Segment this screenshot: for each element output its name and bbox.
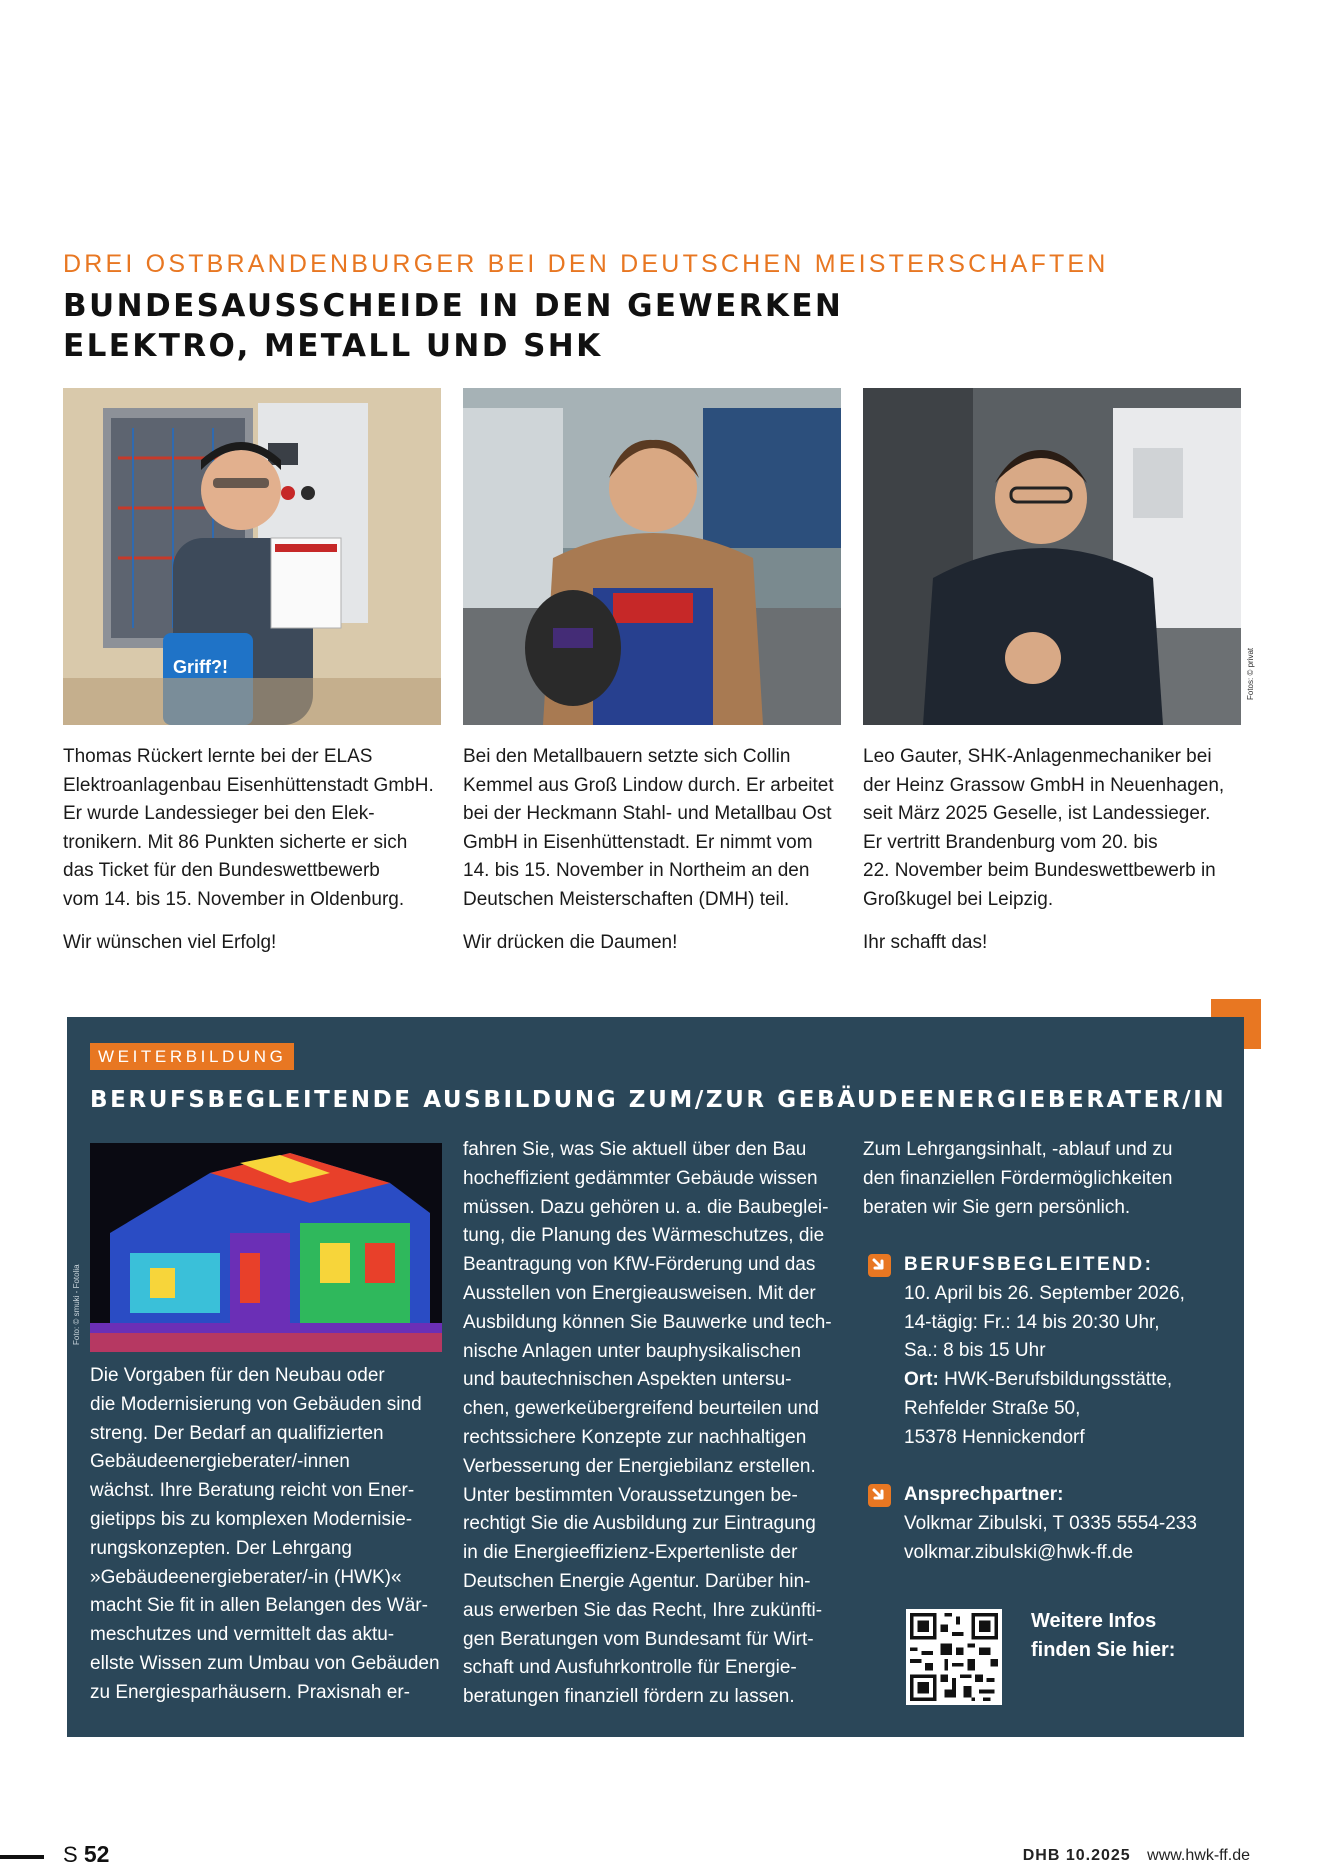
caption-line: GmbH in Eisenhüttenstadt. Er nimmt vom — [463, 831, 813, 853]
caption-1 — [63, 743, 448, 957]
caption-wish: Wir wünschen viel Erfolg! — [63, 931, 277, 953]
caption-line: Er wurde Landessieger bei den Elek- — [63, 803, 375, 825]
location-line: Rehfelder Straße 50, — [904, 1397, 1081, 1419]
info-column-1 — [90, 1362, 440, 1708]
caption-line: 14. bis 15. November in Northeim an den — [463, 860, 810, 882]
body-line: die Modernisierung von Gebäuden sind — [90, 1393, 422, 1415]
caption-line: Leo Gauter, SHK-Anlagenmechaniker bei — [863, 746, 1212, 767]
footer-info — [1023, 1847, 1250, 1865]
body-line: und bautechnischen Aspekten untersu- — [463, 1369, 792, 1391]
body-line: gen Beratungen vom Bundesamt für Wirt- — [463, 1628, 814, 1650]
location-line — [904, 1366, 1185, 1395]
info-column-2 — [463, 1136, 832, 1712]
caption-line: Kemmel aus Groß Lindow durch. Er arbeitet — [463, 774, 834, 796]
location-line: 15378 Hennickendorf — [904, 1426, 1085, 1448]
caption-line: Elektroanlagenbau Eisenhüttenstadt GmbH. — [63, 774, 434, 796]
info-column-3-intro — [863, 1136, 1172, 1222]
body-line: Verbesserung der Energiebilanz erstellen. — [463, 1455, 816, 1477]
article-headline — [63, 286, 963, 366]
body-line: zu Energiesparhäusern. Praxisnah er- — [90, 1681, 411, 1703]
image-credit: Foto: © smuki - Fotolia — [72, 1264, 81, 1345]
page-number — [63, 1841, 109, 1868]
headline-line-2: ELEKTRO, METALL UND SHK — [63, 328, 603, 364]
more-info-label — [1031, 1607, 1175, 1665]
caption-line: vom 14. bis 15. November in Oldenburg. — [63, 888, 405, 910]
page-prefix: S — [63, 1842, 78, 1867]
body-line: rungskonzepten. Der Lehrgang — [90, 1537, 352, 1559]
thermal-image — [90, 1143, 442, 1352]
qr-code[interactable] — [906, 1609, 1002, 1705]
caption-line: das Ticket für den Bundeswettbewerb — [63, 860, 380, 882]
body-line: Gebäudeenergieberater/-innen — [90, 1451, 350, 1473]
body-line: wächst. Ihre Beratung reicht von Ener- — [90, 1480, 415, 1502]
contact-line: Volkmar Zibulski, T 0335 5554-233 — [904, 1512, 1197, 1534]
schedule-heading: BERUFSBEGLEITEND: — [904, 1254, 1154, 1275]
photo-leo-gauter — [863, 388, 1241, 725]
caption-3 — [863, 743, 1248, 957]
location-value: HWK-Berufsbildungsstätte, — [944, 1369, 1173, 1391]
body-line: gietipps bis zu komplexen Modernisie- — [90, 1508, 413, 1530]
contact-heading: Ansprechpartner: — [904, 1484, 1064, 1505]
caption-line: bei der Heckmann Stahl- und Metallbau Ost — [463, 803, 832, 825]
body-line: Die Vorgaben für den Neubau oder — [90, 1365, 385, 1386]
body-line: fahren Sie, was Sie aktuell über den Bau — [463, 1139, 807, 1160]
body-line: rechtigt Sie die Ausbildung zur Eintragung — [463, 1513, 816, 1535]
body-line: chen, gewerkeübergreifend beurteilen und — [463, 1398, 819, 1420]
caption-line: 22. November beim Bundeswettbewerb in — [863, 860, 1216, 882]
body-line: Deutschen Energie Agentur. Darüber hin- — [463, 1570, 811, 1592]
caption-line: Deutschen Meisterschaften (DMH) teil. — [463, 888, 790, 910]
body-line: »Gebäudeenergieberater/-in (HWK)« — [90, 1566, 402, 1588]
footer-rule — [0, 1855, 44, 1859]
caption-line: tronikern. Mit 86 Punkten sicherte er sich — [63, 831, 408, 853]
schedule-block — [904, 1251, 1185, 1453]
body-line: Ausbildung können Sie Bauwerke und tech- — [463, 1311, 832, 1333]
body-line: Unter bestimmten Voraussetzungen be- — [463, 1484, 798, 1506]
body-line: Ausstellen von Energieausweisen. Mit der — [463, 1282, 816, 1304]
caption-line: Er vertritt Brandenburg vom 20. bis — [863, 831, 1158, 853]
schedule-line: Sa.: 8 bis 15 Uhr — [904, 1340, 1046, 1362]
photo-thomas-rueckert — [63, 388, 441, 725]
section-tag: WEITERBILDUNG — [90, 1043, 294, 1070]
schedule-line: 10. April bis 26. September 2026, — [904, 1282, 1185, 1304]
footer-url[interactable]: www.hwk-ff.de — [1147, 1847, 1250, 1864]
arrow-right-icon — [868, 1254, 891, 1277]
issue-label: DHB 10.2025 — [1022, 1847, 1131, 1864]
page-number-value: 52 — [83, 1841, 110, 1867]
body-line: beratungen finanziell fördern zu lassen. — [463, 1686, 795, 1708]
body-line: nische Anlagen unter bauphysikalischen — [463, 1340, 802, 1362]
article-kicker: DREI OSTBRANDENBURGER BEI DEN DEUTSCHEN MEISTERSCHAFTEN — [63, 250, 1109, 278]
body-line: rechtssichere Konzepte zur nachhaltigen — [463, 1426, 807, 1448]
more-info-line: finden Sie hier: — [1031, 1639, 1176, 1661]
caption-wish: Wir drücken die Daumen! — [463, 931, 678, 953]
body-line: müssen. Dazu gehören u. a. die Baubeglei- — [463, 1196, 829, 1218]
headline-line-1: BUNDESAUSSCHEIDE IN DEN GEWERKEN — [63, 288, 844, 324]
body-line: schaft und Ausfuhrkontrolle für Energie- — [463, 1657, 797, 1679]
caption-2 — [463, 743, 848, 957]
arrow-right-icon — [868, 1484, 891, 1507]
bag-label: Griff?! — [173, 657, 228, 677]
caption-line: Thomas Rückert lernte bei der ELAS — [63, 746, 373, 767]
body-line: Beantragung von KfW-Förderung und das — [463, 1254, 816, 1276]
contact-email[interactable]: volkmar.zibulski@hwk-ff.de — [904, 1541, 1134, 1563]
caption-wish: Ihr schafft das! — [863, 931, 988, 953]
more-info-line: Weitere Infos — [1031, 1610, 1157, 1632]
body-line: streng. Der Bedarf an qualifizierten — [90, 1422, 384, 1444]
caption-line: Bei den Metallbauern setzte sich Collin — [463, 746, 791, 767]
body-line: meschutzes und vermittelt das aktu- — [90, 1624, 395, 1646]
body-line: den finanziellen Fördermöglichkeiten — [863, 1167, 1173, 1189]
location-label: Ort: — [904, 1369, 939, 1391]
body-line: hocheffizient gedämmter Gebäude wissen — [463, 1167, 818, 1189]
body-line: Zum Lehrgangsinhalt, -ablauf und zu — [863, 1139, 1173, 1160]
caption-line: seit März 2025 Geselle, ist Landessieger. — [863, 803, 1211, 825]
photo-collin-kemmel — [463, 388, 841, 725]
body-line: beraten wir Sie gern persönlich. — [863, 1196, 1131, 1218]
photo-credit: Fotos: © privat — [1246, 647, 1255, 700]
body-line: macht Sie fit in allen Belangen des Wär- — [90, 1595, 428, 1617]
body-line: tung, die Planung des Wärmeschutzes, die — [463, 1225, 825, 1247]
caption-line: der Heinz Grassow GmbH in Neuenhagen, — [863, 774, 1225, 796]
schedule-line: 14-tägig: Fr.: 14 bis 20:30 Uhr, — [904, 1311, 1160, 1333]
caption-line: Großkugel bei Leipzig. — [863, 888, 1054, 910]
body-line: in die Energieeffizienz-Expertenliste der — [463, 1542, 798, 1564]
body-line: aus erwerben Sie das Recht, Ihre zukünfti- — [463, 1599, 823, 1621]
contact-block — [904, 1481, 1197, 1567]
info-box-title: BERUFSBEGLEITENDE AUSBILDUNG ZUM/ZUR GEBÄUDEENERGIEBERATER/IN — [90, 1087, 1227, 1113]
body-line: ellste Wissen zum Umbau von Gebäuden — [90, 1652, 440, 1674]
